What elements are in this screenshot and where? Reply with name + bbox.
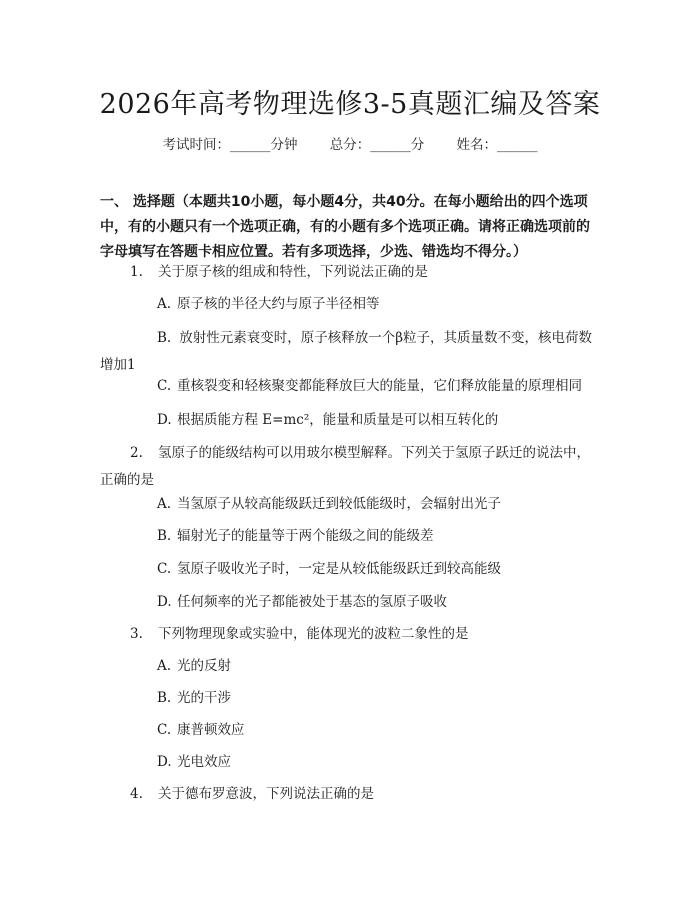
option-text: 放射性元素衰变时，原子核释放一个β粒子，其质量数不变，核电荷数增加1 bbox=[100, 330, 593, 373]
option-label: C. bbox=[157, 722, 172, 738]
option-text: 光电效应 bbox=[177, 754, 231, 770]
option-label: D. bbox=[157, 594, 172, 610]
option-text: 康普顿效应 bbox=[177, 722, 245, 738]
question-3-option-b bbox=[100, 685, 594, 712]
option-label: D. bbox=[157, 412, 172, 428]
option-text: 任何频率的光子都能被处于基态的氢原子吸收 bbox=[177, 594, 447, 610]
option-text: 根据质能方程 E=mc²，能量和质量是可以相互转化的 bbox=[177, 412, 499, 428]
question-1 bbox=[100, 259, 594, 286]
question-2-option-b bbox=[100, 523, 594, 550]
question-number: 2. bbox=[130, 445, 143, 461]
question-2-option-d bbox=[100, 589, 594, 616]
question-stem: 下列物理现象或实验中，能体现光的波粒二象性的是 bbox=[158, 626, 469, 642]
question-4 bbox=[100, 781, 594, 808]
option-label: A. bbox=[157, 496, 172, 512]
question-3-option-d bbox=[100, 749, 594, 776]
question-3-option-c bbox=[100, 717, 594, 744]
exam-name: 姓名：______ bbox=[456, 137, 538, 153]
question-1-option-a bbox=[100, 291, 594, 318]
question-stem: 关于德布罗意波，下列说法正确的是 bbox=[158, 786, 374, 802]
option-text: 原子核的半径大约与原子半径相等 bbox=[177, 296, 380, 312]
option-text: 重核裂变和轻核聚变都能释放巨大的能量，它们释放能量的原理相同 bbox=[177, 378, 582, 394]
exam-total-score: 总分：______分 bbox=[329, 137, 425, 153]
exam-meta bbox=[0, 133, 700, 153]
question-2-option-a bbox=[100, 491, 594, 518]
option-label: C. bbox=[157, 378, 172, 394]
option-text: 辐射光子的能量等于两个能级之间的能级差 bbox=[177, 528, 434, 544]
option-label: B. bbox=[157, 528, 172, 544]
question-number: 1. bbox=[130, 264, 143, 280]
question-stem: 氢原子的能级结构可以用玻尔模型解释。下列关于氢原子跃迁的说法中，正确的是 bbox=[100, 445, 590, 488]
question-2-option-c bbox=[100, 556, 594, 583]
question-1-option-b bbox=[100, 325, 594, 379]
option-label: B. bbox=[157, 330, 172, 346]
option-text: 当氢原子从较高能级跃迁到较低能级时，会辐射出光子 bbox=[177, 496, 501, 512]
question-number: 4. bbox=[130, 786, 143, 802]
option-label: A. bbox=[157, 296, 172, 312]
question-1-option-c bbox=[100, 373, 594, 400]
option-label: D. bbox=[157, 754, 172, 770]
question-2 bbox=[100, 440, 594, 494]
page-title: 2026年高考物理选修3-5真题汇编及答案 bbox=[99, 89, 601, 120]
question-3 bbox=[100, 621, 594, 648]
question-3-option-a bbox=[100, 653, 594, 680]
option-label: B. bbox=[157, 690, 172, 706]
option-label: A. bbox=[157, 658, 172, 674]
exam-time: 考试时间：______分钟 bbox=[162, 137, 298, 153]
question-stem: 关于原子核的组成和特性，下列说法正确的是 bbox=[158, 264, 428, 280]
section-header: 一、 选择题（本题共10小题，每小题4分，共40分。在每小题给出的四个选项中，有的小题只有一个选项正确，有的小题有多个选项正确。请将正确选项前的字母填写在答题卡相应位置。若有多项选择，少选、错选均不得分。） bbox=[100, 194, 590, 260]
option-label: C. bbox=[157, 561, 172, 577]
option-text: 氢原子吸收光子时，一定是从较低能级跃迁到较高能级 bbox=[177, 561, 501, 577]
question-number: 3. bbox=[130, 626, 143, 642]
question-1-option-d bbox=[100, 407, 594, 434]
option-text: 光的反射 bbox=[177, 658, 231, 674]
option-text: 光的干涉 bbox=[177, 690, 231, 706]
